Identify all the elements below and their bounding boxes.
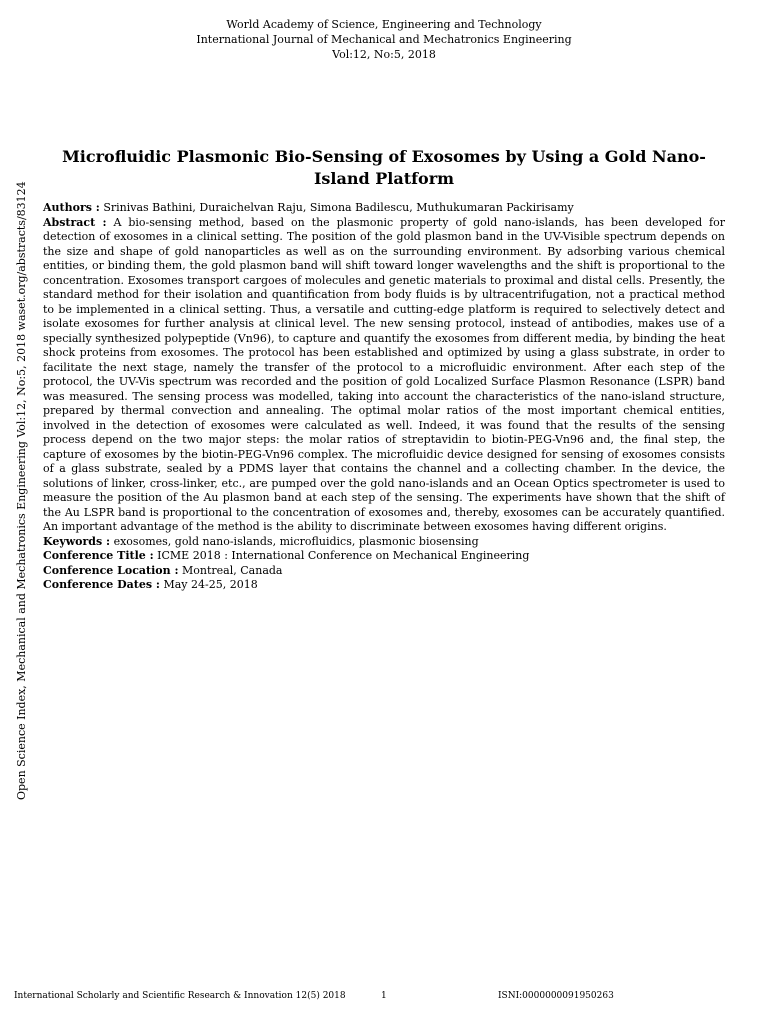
authors-label: Authors : <box>43 201 100 214</box>
conference-title-label: Conference Title : <box>43 549 154 562</box>
conference-location-value: Montreal, Canada <box>178 563 283 577</box>
header-organization: World Academy of Science, Engineering and Technology <box>226 18 542 31</box>
side-citation: Open Science Index, Mechanical and Mechatronics Engineering Vol:12, No:5, 2018 waset.org/abstracts/83124 <box>15 181 28 800</box>
conference-dates-label: Conference Dates : <box>43 578 160 591</box>
conference-dates-value: May 24-25, 2018 <box>159 578 258 591</box>
keywords-line <box>43 535 725 550</box>
conference-title-line <box>43 549 725 564</box>
conference-dates-line <box>43 578 725 593</box>
conference-title-value: ICME 2018 : International Conference on Mechanical Engineering <box>153 549 530 562</box>
page-header <box>0 17 768 62</box>
paper-metadata <box>43 201 725 593</box>
footer-isni: ISNI:0000000091950263 <box>498 991 614 1001</box>
header-volume: Vol:12, No:5, 2018 <box>332 48 436 61</box>
abstract-text: A bio-sensing method, based on the plasmonic property of gold nano-islands, has been developed for detection of exosomes in a clinical setting. The position of the gold plasmon band in the UV-Visible spectrum depends on the size and shape of gold nanoparticles as well as on the surrounding environment. By adsorbing various chemical entities, or binding them, the gold plasmon band will shift toward longer wavelengths and the shift is proportional to the concentration. Exosomes transport cargoes of molecules and genetic materials to proximal and distal cells. Presently, the standard method for their isolation and quantification from body fluids is by ultracentrifugation, not a practical method to be implemented in a clinical setting. Thus, a versatile and cutting-edge platform is required to selectively detect and isolate exosomes for further analysis at clinical level. The new sensing protocol, instead of antibodies, makes use of a specially synthesized polypeptide (Vn96), to capture and quantify the exosomes from different media, by binding the heat shock proteins from exosomes. The protocol has been established and optimized by using a glass substrate, in order to facilitate the next stage, namely the transfer of the protocol to a microfluidic environment. After each step of the protocol, the UV-Vis spectrum was recorded and the position of gold Localized Surface Plasmon Resonance (LSPR) band was measured. The sensing process was modelled, taking into account the characteristics of the nano-island structure, prepared by thermal convection and annealing. The optimal molar ratios of the most important chemical entities, involved in the detection of exosomes were calculated as well. Indeed, it was found that the results of the sensing process depend on the two major steps: the molar ratios of streptavidin to biotin-PEG-Vn96 and, the final step, the capture of exosomes by the biotin-PEG-Vn96 complex. The microfluidic device designed for sensing of exosomes consists of a glass substrate, sealed by a PDMS layer that contains the channel and a collecting chamber. In the device, the solutions of linker, cross-linker, etc., are pumped over the gold nano-islands and an Ocean Optics spectrometer is used to measure the position of the Au plasmon band at each step of the sensing. The experiments have shown that the shift of the Au LSPR band is proportional to the concentration of exosomes and, thereby, exosomes can be accurately quantified. An important advantage of the method is the ability to discriminate between exosomes having different origins. <box>43 215 726 533</box>
authors-line <box>43 201 725 216</box>
conference-location-label: Conference Location : <box>43 563 179 577</box>
abstract-paragraph <box>43 216 725 535</box>
abstract-label: Abstract : <box>43 215 107 229</box>
footer-publisher: International Scholarly and Scientific Research & Innovation 12(5) 2018 <box>14 991 346 1001</box>
paper-title: Microfluidic Plasmonic Bio-Sensing of Exosomes by Using a Gold Nano-Island Platform <box>62 147 706 188</box>
header-journal: International Journal of Mechanical and Mechatronics Engineering <box>196 33 572 46</box>
keywords-label: Keywords : <box>43 534 111 548</box>
page-number: 1 <box>381 991 387 1001</box>
keywords-value: exosomes, gold nano-islands, microfluidics, plasmonic biosensing <box>110 534 479 548</box>
conference-location-line <box>43 564 725 579</box>
authors-value: Srinivas Bathini, Duraichelvan Raju, Simona Badilescu, Muthukumaran Packirisamy <box>99 201 574 214</box>
